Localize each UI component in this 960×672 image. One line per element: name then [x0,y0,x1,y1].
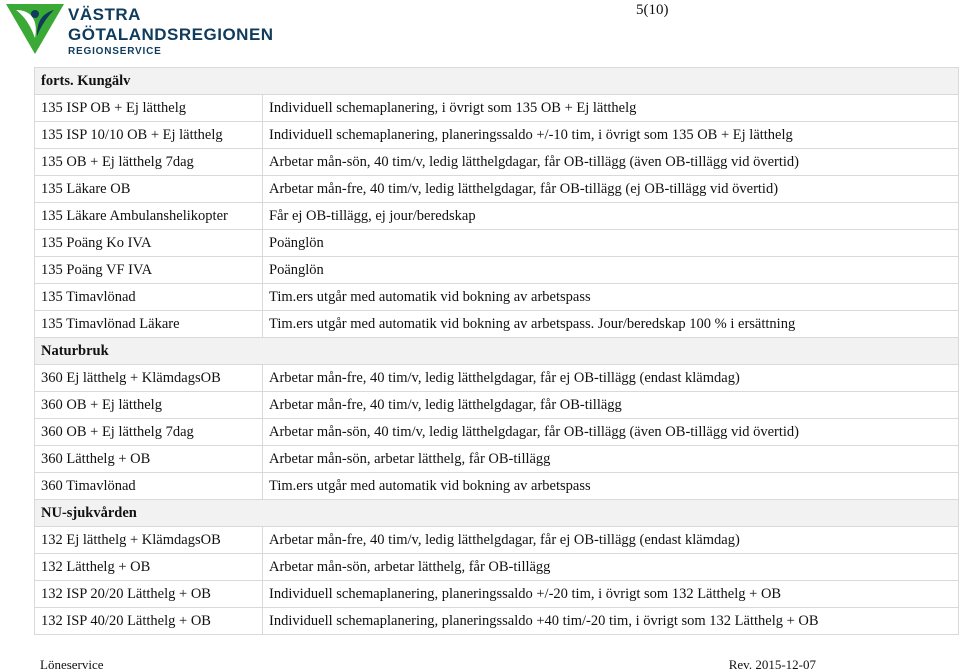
page-header [0,0,960,60]
code-cell: 135 Läkare OB [35,176,263,203]
logo-wordmark [68,6,274,57]
code-cell: 135 ISP OB + Ej lätthelg [35,95,263,122]
code-cell: 132 ISP 40/20 Lätthelg + OB [35,608,263,635]
table-row [35,446,959,473]
table-row [35,554,959,581]
footer-department: Löneservice [40,657,104,672]
table-row [35,527,959,554]
table-row [35,473,959,500]
section-header-row [35,500,959,527]
description-cell: Arbetar mån-sön, 40 tim/v, ledig lätthelgdagar, får OB-tillägg (även OB-tillägg vid övertid) [263,419,959,446]
code-cell: 135 Timavlönad Läkare [35,311,263,338]
section-header-row [35,68,959,95]
description-cell: Tim.ers utgår med automatik vid bokning av arbetspass [263,284,959,311]
description-cell: Arbetar mån-fre, 40 tim/v, ledig lätthelgdagar, får ej OB-tillägg (endast klämdag) [263,527,959,554]
code-cell: 132 ISP 20/20 Lätthelg + OB [35,581,263,608]
description-cell: Tim.ers utgår med automatik vid bokning av arbetspass. Jour/beredskap 100 % i ersättning [263,311,959,338]
table-row [35,203,959,230]
logo-line-1: VÄSTRA [68,5,141,24]
description-cell: Tim.ers utgår med automatik vid bokning av arbetspass [263,473,959,500]
table-row [35,149,959,176]
section-title: Naturbruk [35,338,959,365]
code-cell: 135 OB + Ej lätthelg 7dag [35,149,263,176]
table-row [35,608,959,635]
code-cell: 360 Ej lätthelg + KlämdagsOB [35,365,263,392]
section-title: forts. Kungälv [35,68,959,95]
table-row [35,284,959,311]
footer-revision: Rev. 2015-12-07 [728,657,816,672]
description-cell: Arbetar mån-fre, 40 tim/v, ledig lätthelgdagar, får ej OB-tillägg (endast klämdag) [263,365,959,392]
logo-mark-icon [4,2,66,56]
table-row [35,365,959,392]
table-row [35,176,959,203]
vastra-gotalandsregionen-logo [4,2,274,58]
description-cell: Individuell schemaplanering, i övrigt som 135 OB + Ej lätthelg [263,95,959,122]
description-cell: Arbetar mån-fre, 40 tim/v, ledig lätthelgdagar, får OB-tillägg [263,392,959,419]
table-row [35,392,959,419]
code-cell: 132 Lätthelg + OB [35,554,263,581]
page-number: 5(10) [636,2,669,18]
code-cell: 132 Ej lätthelg + KlämdagsOB [35,527,263,554]
section-title: NU-sjukvården [35,500,959,527]
description-cell: Arbetar mån-sön, arbetar lätthelg, får OB-tillägg [263,554,959,581]
code-cell: 135 Poäng VF IVA [35,257,263,284]
schedule-code-table [34,67,959,635]
description-cell: Individuell schemaplanering, planeringssaldo +/-20 tim, i övrigt som 132 Lätthelg + OB [263,581,959,608]
code-cell: 360 OB + Ej lätthelg 7dag [35,419,263,446]
table-row [35,581,959,608]
table-row [35,230,959,257]
code-cell: 360 Lätthelg + OB [35,446,263,473]
code-cell: 135 Timavlönad [35,284,263,311]
table-row [35,95,959,122]
description-cell: Får ej OB-tillägg, ej jour/beredskap [263,203,959,230]
description-cell: Individuell schemaplanering, planeringssaldo +40 tim/-20 tim, i övrigt som 132 Lätthelg + OB [263,608,959,635]
description-cell: Arbetar mån-sön, arbetar lätthelg, får OB-tillägg [263,446,959,473]
table-row [35,122,959,149]
code-cell: 360 Timavlönad [35,473,263,500]
table-row [35,257,959,284]
description-cell: Arbetar mån-fre, 40 tim/v, ledig lätthelgdagar, får OB-tillägg (ej OB-tillägg vid övertid) [263,176,959,203]
code-cell: 360 OB + Ej lätthelg [35,392,263,419]
description-cell: Poänglön [263,230,959,257]
logo-line-2: GÖTALANDSREGIONEN [68,25,274,44]
code-cell: 135 Läkare Ambulanshelikopter [35,203,263,230]
table-row [35,311,959,338]
table-row [35,419,959,446]
logo-line-3: REGIONSERVICE [68,46,162,57]
section-header-row [35,338,959,365]
description-cell: Poänglön [263,257,959,284]
code-cell: 135 ISP 10/10 OB + Ej lätthelg [35,122,263,149]
description-cell: Individuell schemaplanering, planeringssaldo +/-10 tim, i övrigt som 135 OB + Ej lätthelg [263,122,959,149]
code-cell: 135 Poäng Ko IVA [35,230,263,257]
description-cell: Arbetar mån-sön, 40 tim/v, ledig lätthelgdagar, får OB-tillägg (även OB-tillägg vid övertid) [263,149,959,176]
